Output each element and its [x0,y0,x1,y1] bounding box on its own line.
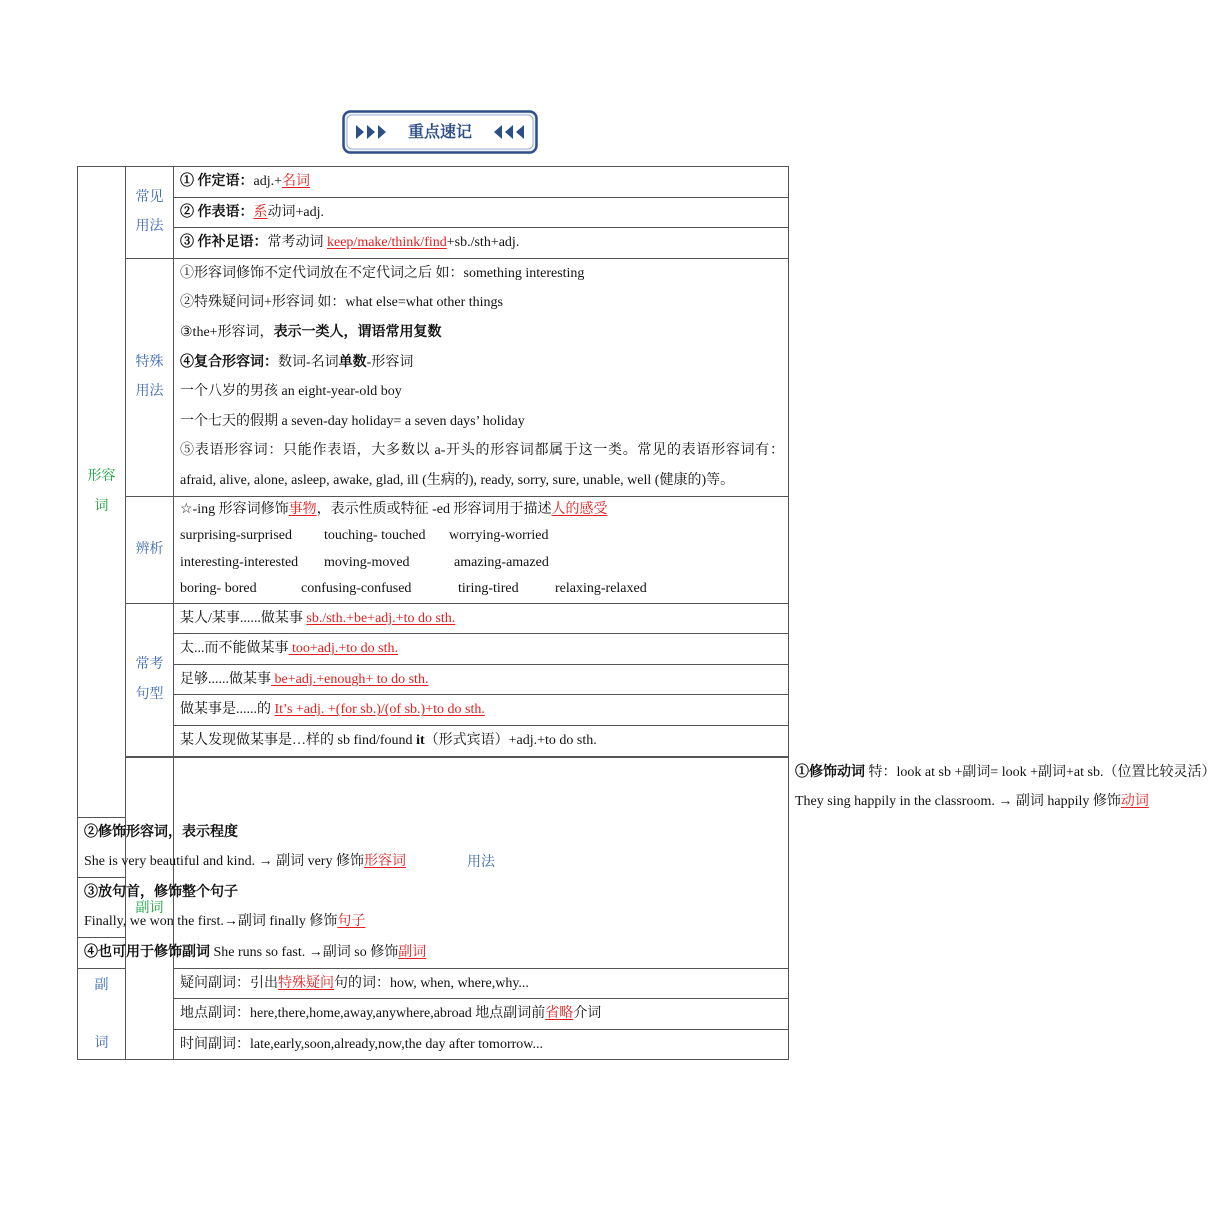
section-banner [342,110,538,154]
subcategory-label: 副 [94,977,109,993]
table-row [78,757,789,817]
key-answer: be+adj.+enough+ to do sth. [271,671,429,687]
example-text: They sing happily in the classroom. → 副词 happily 修饰 [795,794,1121,810]
rule-heading: ② 作表语： [180,204,254,220]
subcategory-distinguish [126,496,174,603]
rule-text: adj.+ [253,174,282,189]
example-text: She runs so fast. →副词 so 修饰 [210,945,399,961]
example-text: She is very beautiful and kind. → 副词 very 修饰 [84,854,364,870]
subcategory-label: 用法 [135,219,164,235]
category-adjective [78,167,126,818]
table-row [78,496,789,603]
table-row [78,999,789,1030]
table-cell [78,938,427,969]
rule-text: 动词+adj. [267,204,324,220]
key-answer: 名词 [282,174,310,189]
pattern-meaning: 某人发现做某事是…样的 sb find/found [180,732,417,748]
table-row [78,695,789,726]
key-answer: 人的感受 [551,501,608,517]
table-cell [174,999,789,1030]
key-answer: keep/make/think/find [327,235,447,251]
table-cell [174,1029,789,1060]
word-pair: surprising-surprised [180,528,292,544]
subcategory-label: 用法 [135,384,164,400]
key-answer: It’s +adj. +(for sb.)/(of sb.)+to do sth. [274,702,485,718]
rule-line: ①形容词修饰不定代词放在不定代词之后 如：something interesting [180,265,585,281]
rule-text: 时间副词：late,early,soon,already,now,the day after tomorrow... [180,1036,543,1052]
word-pair: worrying-worried [449,528,549,544]
subcategory-label: 词 [94,1035,109,1051]
word-pair: tiring-tired [458,581,519,597]
word-pair: interesting-interested [180,554,299,570]
rule-paragraph: ⑤表语形容词：只能作表语，大多数以 a-开头的形容词都属于这一类。常见的表语形容词有：afraid, alive, alone, asleep, awake, glad, ill (生病的), ready, sorry, sure, unable, well (健康的)等。 [180,443,784,488]
word-pair: touching- touched [324,528,426,544]
rule-text: 介词 [573,1006,602,1022]
table-row [78,725,789,756]
rule-line [180,497,788,524]
rule-heading: ③ 作补足语： [180,235,268,251]
table-cell [174,167,789,198]
subcategory-label: 常考 [135,656,164,672]
subcategory-adverb-kinds [78,968,126,1060]
key-answer: 省略 [545,1006,574,1022]
rule-line: ②特殊疑问词+形容词 如：what else=what other things [180,295,503,311]
rule-heading: ②修饰形容词，表示程度 [84,824,238,840]
grammar-table [77,166,1215,1060]
key-answer: 句子 [337,914,366,930]
table-cell [174,634,789,665]
table-row [78,228,789,259]
rule-text: 常考动词 [267,235,327,251]
pattern-meaning: 太...而不能做某事 [180,641,289,657]
table-cell [174,603,789,634]
table-cell [174,695,789,726]
word-pair: boring- bored [180,581,257,597]
pattern-meaning: 某人/某事......做某事 [180,610,307,626]
key-answer: 动词 [1120,794,1149,810]
subcategory-common-usage [126,167,174,259]
rule-text: 特：look at sb +副词= look +副词+at sb.（位置比较灵活） [865,764,1215,780]
rule-text: 句的词：how, when, where,why... [334,975,529,991]
rule-line [84,818,238,848]
subcategory-label: 辨析 [135,541,164,557]
table-row [78,968,789,999]
table-cell [174,228,789,259]
table-row [78,197,789,228]
table-row [78,258,789,496]
category-label: 词 [94,498,109,514]
table-cell [174,968,789,999]
pattern-meaning: （形式宾语）+adj.+to do sth. [424,732,597,748]
word-pair: relaxing-relaxed [555,581,647,597]
table-row [78,664,789,695]
table-cell [174,725,789,756]
rule-line [180,318,784,348]
key-answer: too+adj.+to do sth. [288,641,399,657]
example-text: Finally, we won the first.→副词 finally 修饰 [84,914,338,930]
rule-emphasis: 表示一类人，谓语常用复数 [273,324,442,340]
banner-title: 重点速记 [407,122,472,141]
rule-heading: ③放句首，修饰整个句子 [84,884,238,900]
key-answer: 系 [253,204,268,220]
word-pair: amazing-amazed [454,554,549,570]
subcategory-sentence-patterns [126,603,174,756]
subcategory-special-usage [126,258,174,496]
pattern-meaning: 做某事是......的 [180,702,275,718]
table-cell [174,664,789,695]
rule-emphasis: 单数 [338,354,367,370]
key-answer: 事物 [288,501,317,517]
table-cell [174,258,789,496]
key-answer: 副词 [398,945,427,961]
word-pair-row [180,576,788,603]
table-cell [78,817,406,877]
example-line: 一个七天的假期 a seven-day holiday= a seven days’ holiday [180,413,525,429]
table-cell [78,877,366,937]
rule-heading: ①修饰动词 [795,764,865,780]
key-answer: 特殊疑问 [278,975,334,991]
pattern-meaning: 足够......做某事 [180,671,271,687]
key-answer: sb./sth.+be+adj.+to do sth. [306,610,456,626]
subcategory-label: 用法 [467,854,495,870]
subcategory-label: 句型 [135,686,164,702]
category-adverb [126,757,174,1060]
rule-text: +sb./sth+adj. [446,235,520,251]
table-row [78,603,789,634]
table-row [78,1029,789,1060]
pattern-emphasis: it [416,732,425,748]
subcategory-label: 常见 [135,189,164,205]
example-line [84,847,406,877]
rule-text: ☆-ing 形容词修饰 [180,501,289,517]
word-pair: confusing-confused [301,581,412,597]
table-cell [174,496,789,603]
subcategory-label: 特殊 [135,354,164,370]
rule-heading: ④也可用于修饰副词 [84,945,210,961]
rule-text: 数词-名词 [278,354,339,370]
table-row [78,634,789,665]
rule-text: ③the+形容词， [180,324,274,340]
category-label: 副词 [135,900,164,916]
category-label: 形容 [87,469,116,485]
rule-text: ，表示性质或特征 -ed 形容词用于描述 [316,501,552,517]
rule-text: 疑问副词：引出 [180,975,278,991]
example-line [84,907,366,937]
example-line: 一个八岁的男孩 an eight-year-old boy [180,384,402,400]
table-row [78,167,789,198]
word-pair-row [180,550,788,577]
rule-text: -形容词 [366,354,414,370]
rule-heading: ④复合形容词： [180,354,278,370]
word-pair: moving-moved [324,554,410,570]
word-pair-row [180,523,788,550]
rule-heading: ① 作定语： [180,174,254,189]
table-cell [174,197,789,228]
key-answer: 形容词 [363,854,406,870]
rule-line [180,348,784,378]
rule-text: 地点副词：here,there,home,away,anywhere,abroad 地点副词前 [180,1006,546,1022]
